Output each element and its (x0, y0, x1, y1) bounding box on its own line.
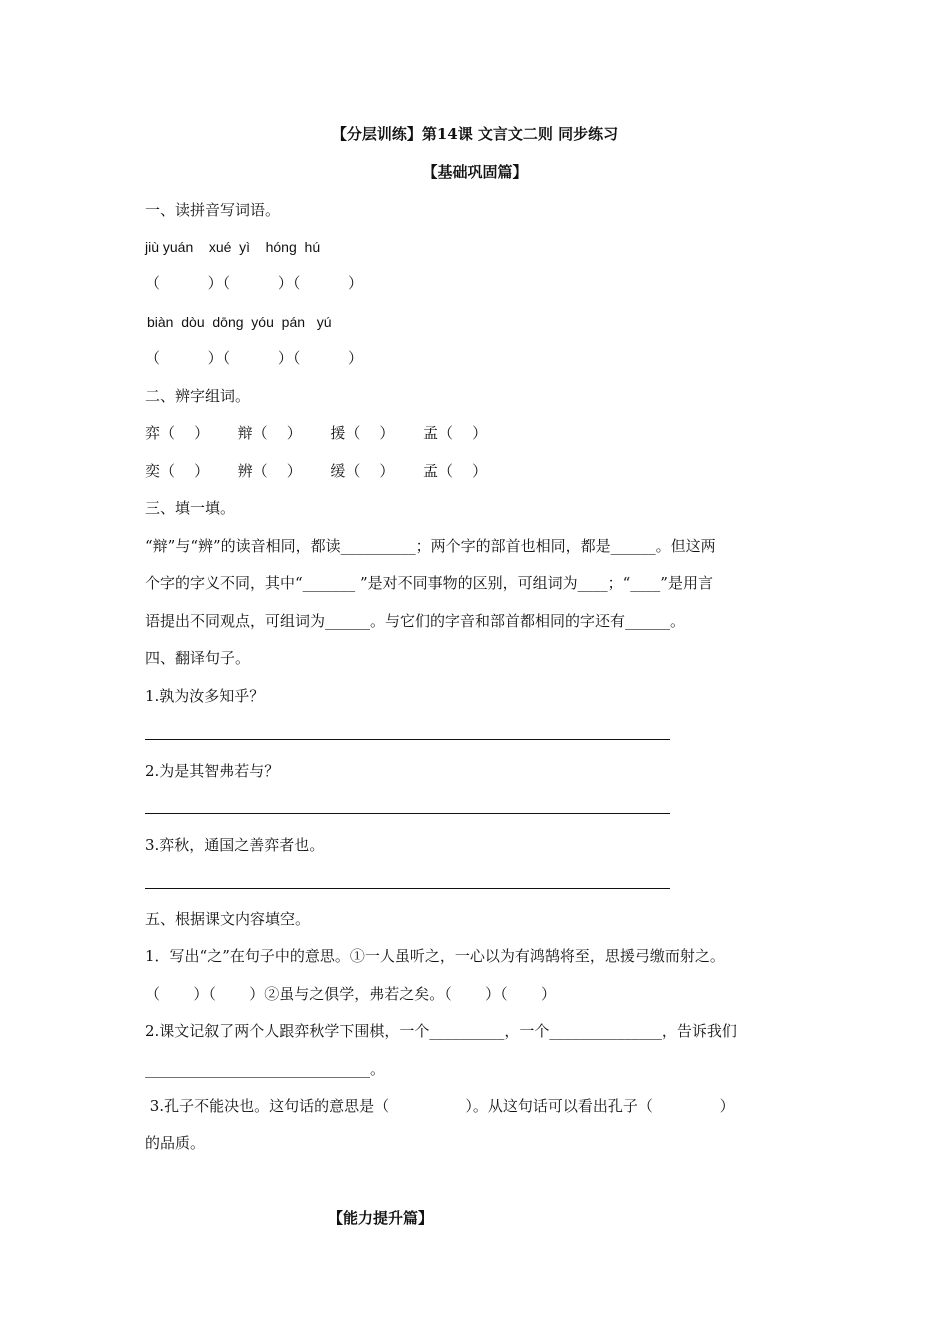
section-heading-basic: 【基础巩固篇】 (422, 163, 528, 181)
question-3-line-2: 个字的字义不同，其中“_______ ”是对不同事物的区别，可组词为____；“____”是用言 (145, 574, 713, 592)
translate-sentence-2: 2.为是其智弗若与？ (145, 762, 280, 780)
translate-sentence-1: 1.孰为汝多知乎？ (145, 687, 265, 705)
answer-parentheses-row-1: （ ）（ ）（ ） (145, 274, 364, 292)
answer-line-2 (145, 813, 670, 814)
section-heading-advanced: 【能力提升篇】 (328, 1209, 434, 1227)
answer-line-3 (145, 888, 670, 889)
answer-line-1 (145, 739, 670, 740)
pinyin-row-2: biàn dòu dōng yóu pán yú (147, 314, 332, 330)
answer-parentheses-row-2: （ ）（ ）（ ） (145, 349, 364, 367)
question-5-2-line-2: ______________________________。 (145, 1060, 386, 1078)
page-title: 【分层训练】第14课 文言文二则 同步练习 (331, 125, 619, 143)
character-row-a: 弈（ ） 辩（ ） 援（ ） 孟（ ） (145, 424, 488, 442)
question-5-1-line-1: 1．写出“之”在句子中的意思。①一人虽听之，一心以为有鸿鹄将至，思援弓缴而射之。 (145, 947, 725, 965)
question-5-2-line-1: 2.课文记叙了两个人跟弈秋学下围棋，一个__________，一个_______________，告诉我们 (145, 1022, 737, 1040)
question-3-line-1: “辩”与“辨”的读音相同，都读__________；两个字的部首也相同，都是______。但这两 (145, 537, 716, 555)
question-2-heading: 二、辨字组词。 (145, 387, 251, 405)
question-5-1-line-2: （ ）（ ）②虽与之俱学，弗若之矣。（ ）（ ） (145, 985, 557, 1003)
question-1-heading: 一、读拼音写词语。 (145, 201, 281, 219)
pinyin-row-1: jiù yuán xué yì hóng hú (145, 239, 321, 255)
question-3-line-3: 语提出不同观点，可组词为______。与它们的字音和部首都相同的字还有______。 (145, 612, 686, 630)
question-5-3-line-1: 3.孔子不能决也。这句话的意思是（ ）。从这句话可以看出孔子（ ） (145, 1097, 735, 1115)
translate-sentence-3: 3.弈秋，通国之善弈者也。 (145, 836, 325, 854)
character-row-b: 奕（ ） 辨（ ） 缓（ ） 孟（ ） (145, 462, 488, 480)
question-4-heading: 四、翻译句子。 (145, 649, 251, 667)
question-5-3-line-2: 的品质。 (145, 1134, 206, 1152)
question-5-heading: 五、根据课文内容填空。 (145, 910, 311, 928)
question-3-heading: 三、填一填。 (145, 499, 236, 517)
